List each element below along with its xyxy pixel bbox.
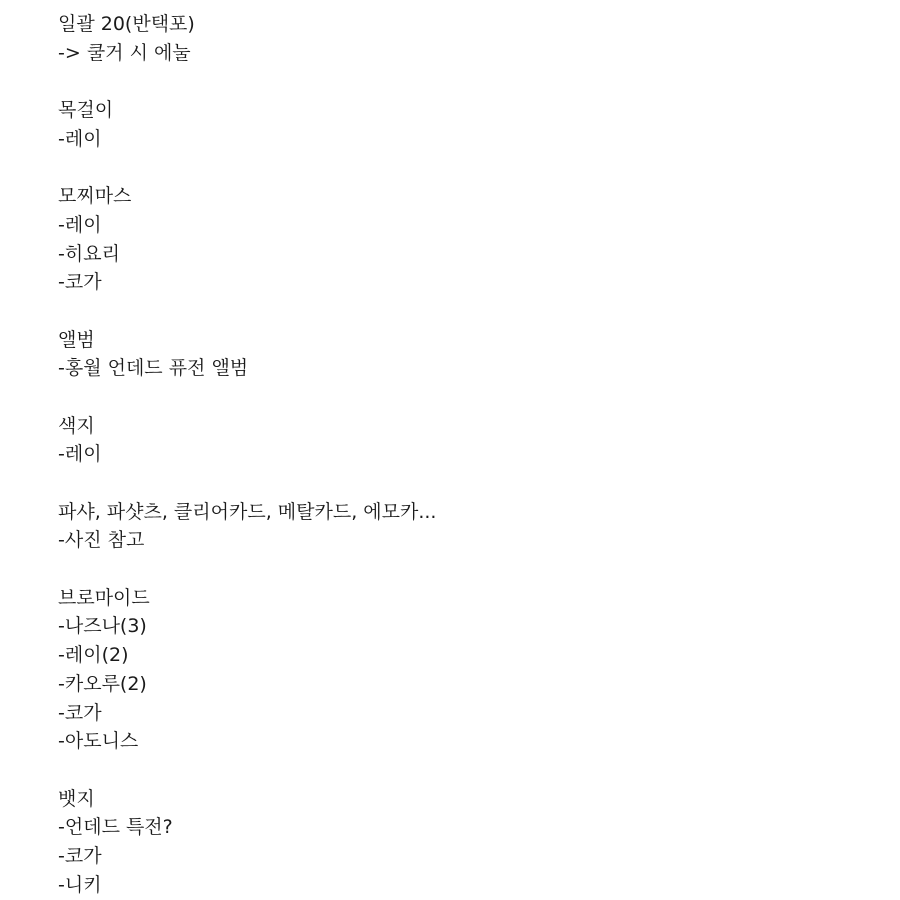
note-line-bundle-discount: -> 쿨거 시 에눌 (58, 41, 191, 64)
list-item: -니키 (58, 873, 102, 896)
blank-line (58, 67, 900, 96)
blank-line (58, 383, 900, 412)
blank-line (58, 469, 900, 498)
blank-line (58, 555, 900, 584)
blank-line (58, 153, 900, 182)
list-item: -사진 참고 (58, 529, 145, 552)
section-heading-shikishi: 색지 (58, 414, 95, 437)
list-item: -카오루(2) (58, 672, 147, 695)
blank-line (58, 756, 900, 785)
list-item: -레이 (58, 127, 102, 150)
blank-line (58, 297, 900, 326)
list-item: -코가 (58, 271, 102, 294)
section-heading-necklace: 목걸이 (58, 99, 114, 122)
section-heading-mochimas: 모찌마스 (58, 185, 132, 208)
list-item: -레이(2) (58, 644, 129, 667)
list-item: -언데드 특전? (58, 816, 173, 839)
list-item: -나즈나(3) (58, 615, 147, 638)
list-item: -아도니스 (58, 730, 139, 753)
list-item: -홍월 언데드 퓨전 앨범 (58, 357, 249, 380)
section-heading-cards: 파샤, 파샷츠, 클리어카드, 메탈카드, 에모카... (58, 500, 437, 523)
list-item: -레이 (58, 213, 102, 236)
section-heading-bromide: 브로마이드 (58, 586, 150, 609)
list-item: -히요리 (58, 242, 120, 265)
note-line-bundle-price: 일괄 20(반택포) (58, 13, 195, 35)
section-heading-album: 앨범 (58, 328, 95, 351)
section-heading-badge: 뱃지 (58, 787, 95, 810)
list-item: -레이 (58, 443, 102, 466)
list-item: -코가 (58, 701, 102, 724)
list-item: -코가 (58, 844, 102, 867)
